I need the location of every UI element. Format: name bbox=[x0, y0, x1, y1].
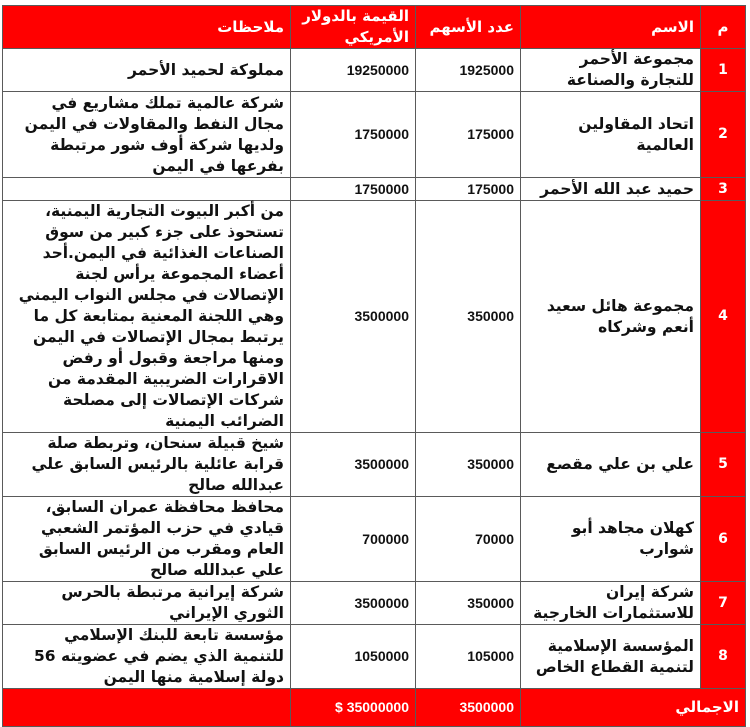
row-notes bbox=[3, 178, 291, 201]
row-index: 2 bbox=[701, 92, 746, 178]
header-value: القيمة بالدولار الأمريكي bbox=[291, 6, 416, 49]
table-row bbox=[3, 49, 746, 92]
table-row bbox=[3, 497, 746, 582]
row-value: 1750000 bbox=[291, 178, 416, 201]
row-name: مجموعة الأحمر للتجارة والصناعة bbox=[521, 49, 701, 92]
row-name: اتحاد المقاولين العالمية bbox=[521, 92, 701, 178]
table-row bbox=[3, 92, 746, 178]
row-name: شركة إيران للاستثمارات الخارجية bbox=[521, 582, 701, 625]
row-notes: من أكبر البيوت التجارية اليمنية، تستحوذ على جزء كبير من سوق الصناعات الغذائية في اليمن.أحد أعضاء المجموعة يرأس لجنة الإتصالات في مجلس النواب اليمني وهي اللجنة المعنية بمتابعة كل ما يرتبط بمجال الإتصالات في اليمن ومنها مراجعة وقبول أو رفض الاقرارات الضريبية المقدمة من شركات الإتصالات إلى مصلحة الضرائب اليمنية bbox=[3, 201, 291, 433]
row-notes: محافظ محافظة عمران السابق، قيادي في حزب المؤتمر الشعبي العام ومقرب من الرئيس السابق علي عبدالله صالح bbox=[3, 497, 291, 582]
row-value: 700000 bbox=[291, 497, 416, 582]
row-value: 3500000 bbox=[291, 582, 416, 625]
row-index: 4 bbox=[701, 201, 746, 433]
row-name: مجموعة هائل سعيد أنعم وشركاه bbox=[521, 201, 701, 433]
row-notes: شركة إيرانية مرتبطة بالحرس الثوري الإيراني bbox=[3, 582, 291, 625]
total-shares: 3500000 bbox=[416, 689, 521, 727]
row-value: 3500000 bbox=[291, 201, 416, 433]
shareholders-table bbox=[2, 5, 746, 727]
header-name: الاسم bbox=[521, 6, 701, 49]
header-index: م bbox=[701, 6, 746, 49]
table-row bbox=[3, 582, 746, 625]
row-index: 5 bbox=[701, 433, 746, 497]
row-notes: شركة عالمية تملك مشاريع في مجال النفط والمقاولات في اليمن ولديها شركة أوف شور مرتبطة بفرعها في اليمن bbox=[3, 92, 291, 178]
row-shares: 175000 bbox=[416, 178, 521, 201]
header-shares: عدد الأسهم bbox=[416, 6, 521, 49]
row-name: حميد عبد الله الأحمر bbox=[521, 178, 701, 201]
row-value: 1750000 bbox=[291, 92, 416, 178]
row-shares: 175000 bbox=[416, 92, 521, 178]
row-name: علي بن علي مقصع bbox=[521, 433, 701, 497]
table-row bbox=[3, 178, 746, 201]
row-shares: 350000 bbox=[416, 201, 521, 433]
row-name: كهلان مجاهد أبو شوارب bbox=[521, 497, 701, 582]
row-index: 3 bbox=[701, 178, 746, 201]
row-shares: 70000 bbox=[416, 497, 521, 582]
table-header-row bbox=[3, 6, 746, 49]
row-index: 8 bbox=[701, 625, 746, 689]
row-shares: 350000 bbox=[416, 582, 521, 625]
row-value: 3500000 bbox=[291, 433, 416, 497]
row-shares: 105000 bbox=[416, 625, 521, 689]
row-value: 19250000 bbox=[291, 49, 416, 92]
row-shares: 350000 bbox=[416, 433, 521, 497]
total-notes bbox=[3, 689, 291, 727]
header-notes: ملاحظات bbox=[3, 6, 291, 49]
row-value: 1050000 bbox=[291, 625, 416, 689]
row-notes: مملوكة لحميد الأحمر bbox=[3, 49, 291, 92]
table-row bbox=[3, 201, 746, 433]
row-notes: شيخ قبيلة سنحان، وتربطة صلة قرابة عائلية بالرئيس السابق علي عبدالله صالح bbox=[3, 433, 291, 497]
total-value: 35000000 $ bbox=[291, 689, 416, 727]
row-notes: مؤسسة تابعة للبنك الإسلامي للتنمية الذي يضم في عضويته 56 دولة إسلامية منها اليمن bbox=[3, 625, 291, 689]
row-name: المؤسسة الإسلامية لتنمية القطاع الخاص bbox=[521, 625, 701, 689]
row-index: 7 bbox=[701, 582, 746, 625]
row-shares: 1925000 bbox=[416, 49, 521, 92]
row-index: 1 bbox=[701, 49, 746, 92]
table-row bbox=[3, 625, 746, 689]
table-row bbox=[3, 433, 746, 497]
total-label: الاجمالي bbox=[521, 689, 746, 727]
total-row bbox=[3, 689, 746, 727]
row-index: 6 bbox=[701, 497, 746, 582]
